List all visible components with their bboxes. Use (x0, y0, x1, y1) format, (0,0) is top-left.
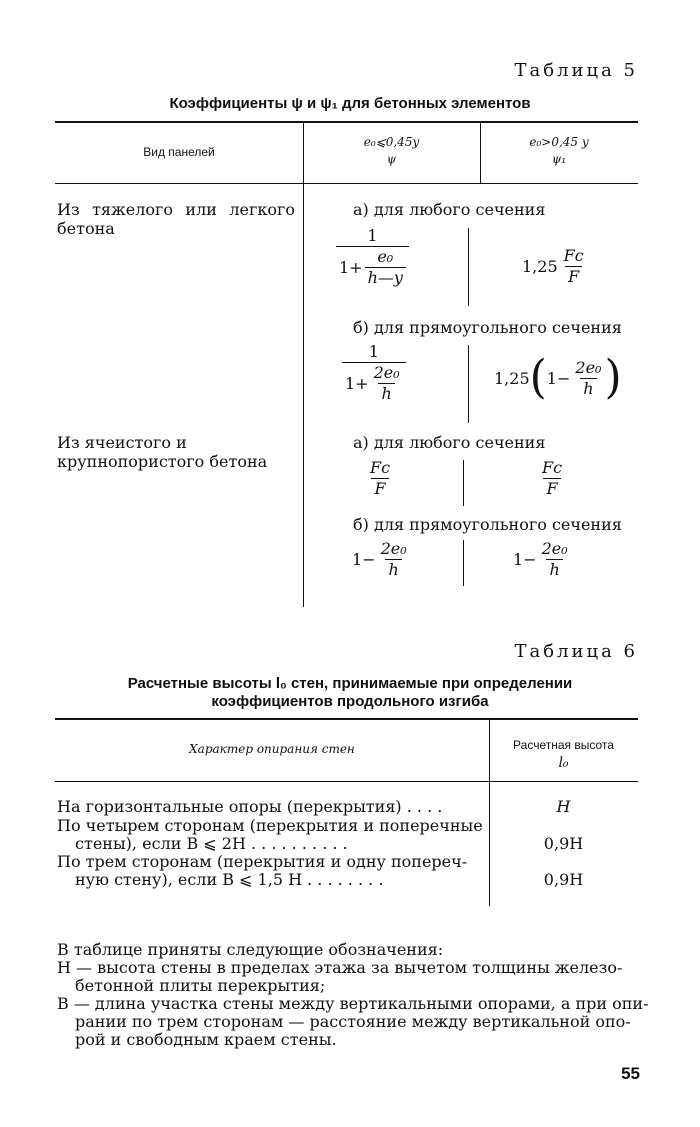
page-number: 55 (621, 1064, 640, 1083)
notes-b-line1: B — длина участка стены между вертикальными опорами, а при опи- (57, 994, 649, 1013)
table5-header-col2: e₀⩽0,45y (363, 135, 420, 149)
formula-2e0: 2e₀ (380, 539, 407, 558)
table5-row1-case-b: б) для прямоугольного сечения (353, 318, 622, 337)
formula-h: h (546, 559, 562, 580)
table6-title-line1: Расчетные высоты l₀ стен, принимаемые при определении (127, 675, 573, 692)
table5-header-rule (55, 183, 638, 184)
table5-caption: Таблица 5 (514, 60, 638, 81)
table5-row1-label: Из тяжелого или легкого бетона (57, 200, 295, 238)
table5-row2-case-a: а) для любого сечения (353, 433, 546, 452)
table5-header-col3-symbol: ψ₁ (551, 152, 567, 166)
table6-row3-text-line2: ную стену), если B ⩽ 1,5 H . . . . . . . . (75, 870, 384, 889)
table5-header-col2-symbol: ψ (386, 152, 397, 166)
table6-top-rule (55, 718, 638, 720)
formula-fc: Fc (542, 458, 563, 477)
table5-row2-a-psi1-formula (539, 458, 565, 499)
right-paren: ) (604, 350, 622, 405)
left-paren: ( (529, 350, 547, 405)
notes-h-line1: H — высота стены в пределах этажа за вычетом толщины железо- (57, 958, 623, 977)
table5-row1-a-psi-formula (336, 226, 409, 288)
table5-row2-b-psi1-formula (513, 539, 571, 580)
formula-h: h (385, 559, 401, 580)
notes-intro: В таблице приняты следующие обозначения: (57, 940, 444, 959)
formula-numerator: 1 (368, 342, 379, 361)
formula-h-minus-y: h—y (365, 267, 406, 288)
formula-f: F (565, 266, 582, 287)
formula-one-plus: 1+ (339, 257, 363, 277)
table6-row1-text: На горизонтальные опоры (перекрытия) . . . . (57, 797, 443, 816)
formula-2e0: 2e₀ (541, 539, 568, 558)
formula-coef: 1,25 (494, 368, 530, 388)
formula-h: h (378, 383, 394, 404)
formula-one-minus: 1− (546, 368, 571, 388)
table6-row1-value: H (556, 797, 571, 816)
formula-2e0: 2e₀ (575, 357, 602, 377)
notes-b-line3: рой и свободным краем стены. (75, 1030, 337, 1049)
formula-one-plus: 1+ (345, 373, 369, 393)
table5-top-rule (55, 121, 638, 123)
table5-row1-b-divider (468, 345, 469, 423)
table5-title: Коэффициенты ψ и ψ₁ для бетонных элементов (169, 95, 531, 112)
table5-row2-label: Из ячеистого и крупнопористого бетона (57, 433, 268, 471)
table6-caption: Таблица 6 (514, 641, 638, 662)
formula-e0: e₀ (377, 247, 394, 266)
table5-row1-b-psi-formula (342, 342, 406, 404)
table5-row2-a-psi-formula (367, 458, 393, 499)
table6-header-col1: Характер опирания стен (189, 742, 355, 756)
table5-row1-case-a: а) для любого сечения (353, 200, 546, 219)
formula-one-minus: 1− (513, 550, 537, 569)
table5-row2-case-b: б) для прямоугольного сечения (353, 515, 622, 534)
table6-row3-value: 0,9H (543, 870, 584, 889)
table6-row3-text-line1: По трем сторонам (перекрытия и одну попереч- (57, 852, 468, 871)
formula-numerator: 1 (367, 226, 378, 245)
table6-header-col2-line2: l₀ (558, 755, 569, 771)
formula-h: h (580, 378, 596, 399)
formula-one-minus: 1− (352, 550, 376, 569)
table6-title-line2: коэффициентов продольного изгиба (211, 693, 489, 710)
table5-row2-a-divider (463, 460, 464, 506)
formula-coef: 1,25 (522, 257, 558, 276)
notes-h-line2: бетонной плиты перекрытия; (75, 976, 326, 995)
table5-col-divider-1 (303, 121, 304, 607)
table5-row1-a-psi1-formula (522, 246, 587, 287)
table6-row2-text-line1: По четырем сторонам (перекрытия и поперечные (57, 816, 483, 835)
table6-row2-text-line2: стены), если B ⩽ 2H . . . . . . . . . . (75, 834, 348, 853)
formula-fc: Fc (563, 246, 584, 265)
formula-f: F (543, 478, 560, 499)
table5-header-col1: Вид панелей (143, 145, 215, 159)
formula-f: F (371, 478, 388, 499)
table6-header-col2-line1: Расчетная высота (513, 738, 614, 752)
table5-row1-b-psi1-formula (494, 350, 622, 405)
table5-row2-b-psi-formula (352, 539, 410, 580)
notes-b-line2: рании по трем сторонам — расстояние между вертикальной опо- (75, 1012, 631, 1031)
table6-row2-value: 0,9H (543, 834, 584, 853)
formula-2e0: 2e₀ (373, 363, 400, 382)
table5-row2-b-divider (463, 540, 464, 586)
table5-row1-a-divider (468, 228, 469, 306)
table5-header-col3: e₀>0,45 y (529, 135, 589, 149)
table6-header-rule (55, 781, 638, 782)
formula-fc: Fc (370, 458, 391, 477)
